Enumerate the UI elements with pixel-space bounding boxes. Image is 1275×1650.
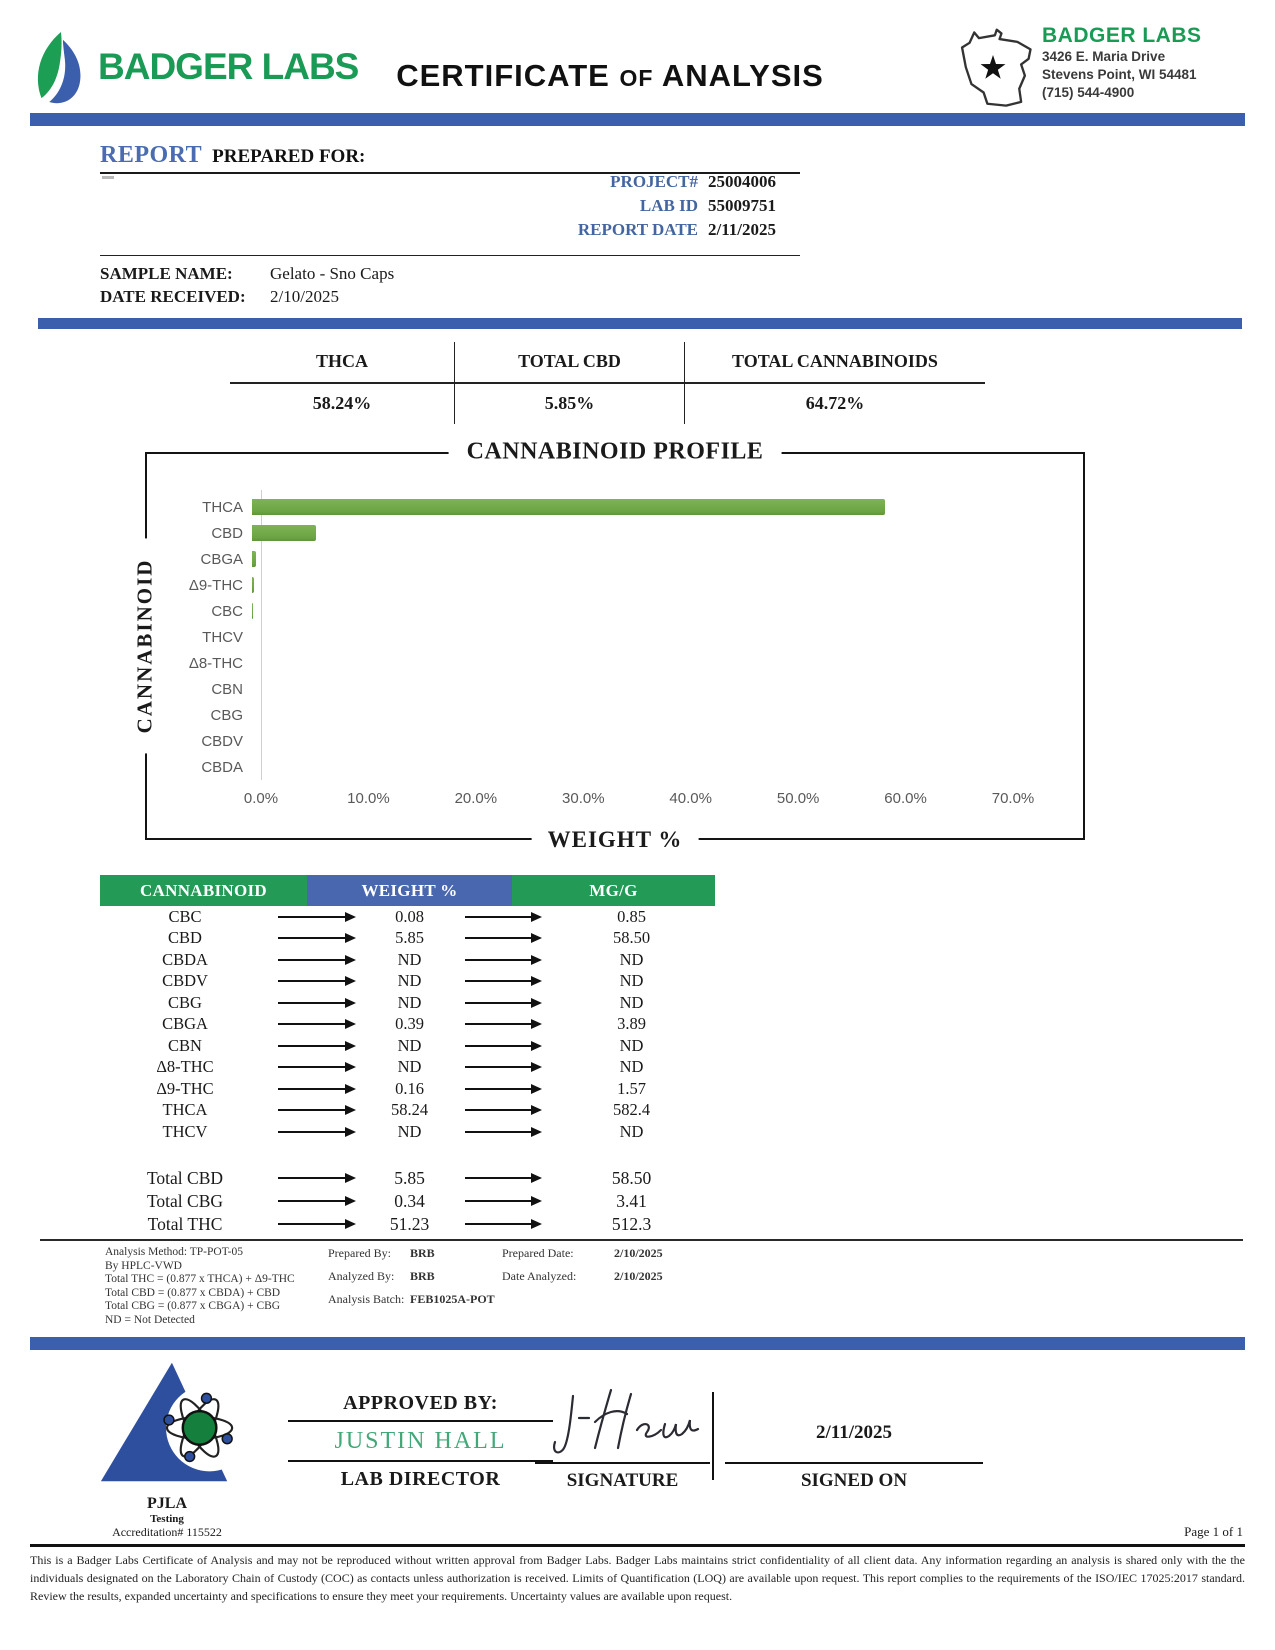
weight-value: ND: [397, 1057, 422, 1077]
arrow-icon: [278, 1023, 354, 1025]
brand-name: BADGER LABS: [98, 46, 359, 87]
mgg-value: 512.3: [611, 1213, 652, 1234]
chart-row: [157, 572, 1073, 598]
report-section: [100, 142, 800, 306]
arrow-icon: [465, 1066, 540, 1068]
arrow-icon: [278, 1177, 354, 1179]
bar-track: [252, 624, 1013, 650]
leaf-logo-icon: [30, 30, 88, 104]
sample-name-row: [100, 262, 394, 285]
table-row: [100, 1014, 715, 1036]
chart-x-ticks: [243, 790, 1035, 812]
cannabinoid-name: CBGA: [162, 1014, 208, 1034]
category-label: CBDA: [201, 758, 243, 776]
arrow-icon: [278, 1223, 354, 1225]
cannabinoid-name: Total THC: [147, 1213, 223, 1234]
mgg-value: 1.57: [617, 1078, 646, 1098]
summary-value: 5.85%: [544, 393, 595, 413]
report-word: REPORT: [100, 142, 203, 168]
bar-cbc: [252, 603, 253, 619]
signed-on-date: 2/11/2025: [815, 1422, 892, 1443]
arrow-icon: [278, 937, 354, 939]
table-row: [100, 1057, 715, 1079]
signed-on-label: SIGNED ON: [800, 1470, 908, 1491]
x-tick: 10.0%: [347, 790, 390, 807]
bar-cbga: [252, 551, 256, 567]
x-tick: 70.0%: [991, 790, 1035, 807]
table-row: [100, 949, 715, 971]
bottom-divider-line: [30, 1544, 1245, 1547]
approver-name: JUSTIN HALL: [288, 1422, 553, 1462]
pjla-sub: Testing: [150, 1513, 184, 1525]
arrow-icon: [278, 1045, 354, 1047]
meta-value: 2/10/2025: [614, 1269, 663, 1283]
mgg-value: 3.41: [616, 1190, 647, 1211]
pjla-accreditation-number: Accreditation# 115522: [112, 1525, 222, 1539]
mgg-value: 0.85: [617, 906, 646, 926]
bar-track: [252, 598, 1013, 624]
chart-row: [157, 494, 1073, 520]
weight-value: 58.24: [390, 1100, 429, 1120]
arrow-icon: [465, 1177, 540, 1179]
arrow-icon: [465, 1023, 540, 1025]
category-label: CBC: [211, 602, 243, 620]
weight-value: 0.08: [395, 906, 424, 926]
cannabinoid-name: CBC: [168, 906, 202, 926]
bar-track: [252, 650, 1013, 676]
chart-x-axis-label: WEIGHT %: [532, 827, 699, 853]
arrow-icon: [278, 1088, 354, 1090]
cannabinoid-name: CBDV: [162, 971, 208, 991]
summary-header: TOTAL CBD: [518, 351, 621, 371]
approver-title: LAB DIRECTOR: [340, 1468, 501, 1490]
date-received-label: DATE RECEIVED:: [100, 287, 246, 306]
arrow-icon: [278, 1002, 354, 1004]
arrow-icon: [278, 1066, 354, 1068]
meta-value: [614, 1292, 699, 1307]
arrow-icon: [278, 916, 354, 918]
table-row: [100, 971, 715, 993]
method-note-line: Total CBG = (0.877 x CBGA) + CBG: [105, 1300, 281, 1312]
bar-track: [252, 728, 1013, 754]
table-row: [100, 1035, 715, 1057]
mgg-value: 3.89: [617, 1014, 646, 1034]
mgg-value: ND: [619, 1121, 644, 1141]
date-received-row: [100, 285, 394, 308]
summary-value: 64.72%: [805, 393, 865, 413]
bar-9thc: [252, 577, 254, 593]
arrow-icon: [465, 1109, 540, 1111]
bar-cbd: [252, 525, 316, 541]
bar-track: [252, 494, 1013, 520]
chart-row: [157, 702, 1073, 728]
cannabinoid-data-table: [100, 875, 715, 1236]
arrow-icon: [465, 1045, 540, 1047]
x-tick: 60.0%: [884, 790, 927, 807]
meta-label: Analysis Batch:: [328, 1292, 405, 1306]
weight-value: ND: [397, 949, 422, 969]
arrow-icon: [465, 1088, 540, 1090]
meta-value: FEB1025A-POT: [410, 1292, 495, 1306]
cannabinoid-name: Total CBG: [146, 1190, 224, 1211]
page-title: CERTIFICATE OF ANALYSIS: [396, 58, 824, 93]
redacted-recipient-mark: [102, 176, 114, 179]
meta-label: Date Analyzed:: [502, 1269, 577, 1283]
divider-bar-bottom: [30, 1337, 1245, 1350]
prepared-for-label: PREPARED FOR:: [212, 146, 366, 167]
field-label: PROJECT#: [610, 172, 698, 191]
weight-value: ND: [397, 1035, 422, 1055]
chart-row: [157, 598, 1073, 624]
signature-label: SIGNATURE: [566, 1470, 679, 1491]
cannabinoid-name: THCA: [162, 1100, 208, 1120]
summary-header: TOTAL CANNABINOIDS: [732, 351, 938, 371]
cannabinoid-name: CBD: [168, 928, 202, 948]
weight-value: 5.85: [395, 928, 424, 948]
chart-row: [157, 624, 1073, 650]
category-label: CBGA: [200, 550, 243, 568]
mgg-value: 582.4: [612, 1100, 651, 1120]
chart-title: CANNABINOID PROFILE: [449, 439, 782, 466]
meta-value: 2/10/2025: [614, 1246, 663, 1260]
column-header-cannabinoid: CANNABINOID: [100, 875, 307, 906]
cannabinoid-name: THCV: [162, 1121, 208, 1141]
bar-track: [252, 754, 1013, 780]
signed-on-line: [725, 1462, 983, 1464]
weight-value: ND: [397, 992, 422, 1012]
meta-label: Prepared By:: [328, 1246, 391, 1260]
report-divider-line: [100, 255, 800, 256]
sample-name-label: SAMPLE NAME:: [100, 264, 233, 283]
pjla-logo-icon: [93, 1356, 241, 1488]
analysis-method-notes: [105, 1246, 295, 1327]
category-label: Δ9-THC: [188, 576, 243, 594]
approved-by-label: APPROVED BY:: [288, 1392, 553, 1422]
report-fields: [578, 172, 800, 240]
signature-icon: [545, 1382, 735, 1462]
mgg-value: ND: [619, 1035, 644, 1055]
method-note-line: Total THC = (0.877 x THCA) + Δ9-THC: [105, 1273, 295, 1285]
bar-thca: [252, 499, 885, 515]
table-row: [100, 992, 715, 1014]
mgg-value: ND: [619, 992, 644, 1012]
sample-name-value: Gelato - Sno Caps: [270, 264, 395, 283]
field-value: 2/11/2025: [708, 220, 777, 239]
chart-row: [157, 520, 1073, 546]
category-label: Δ8-THC: [188, 654, 243, 672]
meta-value: BRB: [410, 1269, 435, 1283]
address-phone: (715) 544-4900: [1042, 85, 1135, 101]
weight-value: 5.85: [394, 1167, 425, 1188]
chart-rows: [157, 494, 1073, 780]
method-note-line: Analysis Method: TP-POT-05: [105, 1246, 244, 1258]
weight-value: 0.39: [395, 1014, 424, 1034]
meta-value: BRB: [410, 1246, 435, 1260]
mgg-value: 58.50: [612, 928, 651, 948]
field-value: 55009751: [708, 196, 776, 215]
summary-table: [230, 342, 985, 424]
arrow-icon: [278, 1131, 354, 1133]
wisconsin-map-icon: [948, 24, 1038, 116]
category-label: CBD: [211, 524, 243, 542]
arrow-icon: [278, 959, 354, 961]
weight-value: 0.34: [394, 1190, 425, 1211]
footer-vertical-divider: [712, 1392, 714, 1480]
arrow-icon: [465, 1002, 540, 1004]
bar-track: [252, 572, 1013, 598]
category-label: CBDV: [201, 732, 243, 750]
cannabinoid-name: Δ9-THC: [156, 1078, 214, 1098]
prepared-analyzed-block: [328, 1246, 699, 1307]
category-label: THCA: [202, 498, 243, 516]
table-row: [100, 1078, 715, 1100]
x-tick: 40.0%: [669, 790, 712, 807]
mgg-value: ND: [619, 949, 644, 969]
x-tick: 0.0%: [243, 790, 279, 807]
weight-value: 0.16: [395, 1078, 424, 1098]
approval-block: [288, 1392, 553, 1491]
arrow-icon: [465, 959, 540, 961]
table-row: [100, 928, 715, 950]
chart-y-axis-label: CANNABINOID: [131, 539, 160, 754]
arrow-icon: [465, 980, 540, 982]
divider-bar-mid: [38, 318, 1242, 329]
methods-divider-line: [40, 1239, 1243, 1241]
column-header-weight: WEIGHT %: [307, 875, 512, 906]
table-row: [100, 1121, 715, 1143]
cannabinoid-name: CBDA: [162, 949, 208, 969]
field-label: LAB ID: [639, 196, 698, 215]
page-number: Page 1 of 1: [1184, 1524, 1243, 1539]
table-body: [100, 906, 715, 1236]
table-header-row: [100, 875, 715, 906]
bar-track: [252, 546, 1013, 572]
address-brand: BADGER LABS: [1042, 24, 1202, 47]
meta-label: Analyzed By:: [328, 1269, 395, 1283]
arrow-icon: [465, 1223, 540, 1225]
meta-label: [502, 1292, 614, 1307]
table-row: [100, 906, 715, 928]
meta-label: Prepared Date:: [502, 1246, 574, 1260]
method-note-line: ND = Not Detected: [105, 1313, 195, 1326]
weight-value: ND: [397, 971, 422, 991]
lab-address-block: [948, 24, 1202, 116]
x-tick: 30.0%: [562, 790, 605, 807]
signature-line: [535, 1462, 710, 1464]
category-label: THCV: [202, 628, 243, 646]
chart-row: [157, 650, 1073, 676]
weight-value: 51.23: [389, 1213, 430, 1234]
category-label: CBN: [211, 680, 243, 698]
category-label: CBG: [210, 706, 243, 724]
address-line2: Stevens Point, WI 54481: [1042, 67, 1197, 83]
chart-row: [157, 754, 1073, 780]
summary-header: THCA: [315, 351, 368, 371]
table-total-row: [100, 1167, 715, 1190]
disclaimer-text: This is a Badger Labs Certificate of Analysis and may not be reproduced without written approval from Badger Labs. Badger Labs maintains strict confidentiality of all client data. Any information regarding an analysis is shared only with the the individuals designated on the Laboratory Chain of Custody (COC) as contacts unless authorization is received. Limits of Quantification (LOQ) are available upon request. This report complies to the requirements of the ISO/IEC 17025:2017 standard. Review the results, expanded uncertainty and specifications to ensure they meet your requirements. Uncertainty values are available upon request.: [30, 1553, 1245, 1603]
mgg-value: ND: [619, 971, 644, 991]
arrow-icon: [465, 937, 540, 939]
arrow-icon: [278, 980, 354, 982]
arrow-icon: [278, 1200, 354, 1202]
arrow-icon: [465, 916, 540, 918]
summary-value: 58.24%: [312, 393, 372, 413]
arrow-icon: [465, 1131, 540, 1133]
method-note-line: By HPLC-VWD: [105, 1259, 182, 1272]
table-total-row: [100, 1213, 715, 1236]
field-value: 25004006: [708, 172, 776, 191]
x-tick: 50.0%: [776, 790, 820, 807]
x-tick: 20.0%: [454, 790, 498, 807]
date-received-value: 2/10/2025: [270, 287, 339, 306]
arrow-icon: [465, 1200, 540, 1202]
cannabinoid-name: Total CBD: [146, 1167, 224, 1188]
cannabinoid-profile-chart: [132, 438, 1085, 852]
address-line1: 3426 E. Maria Drive: [1042, 49, 1166, 64]
cannabinoid-name: CBG: [168, 992, 202, 1012]
mgg-value: 58.50: [611, 1167, 652, 1188]
pjla-accreditation: [92, 1356, 242, 1540]
chart-row: [157, 546, 1073, 572]
bar-track: [252, 676, 1013, 702]
weight-value: ND: [397, 1121, 422, 1141]
column-header-mgg: MG/G: [512, 875, 715, 906]
chart-row: [157, 676, 1073, 702]
method-note-line: Total CBD = (0.877 x CBDA) + CBD: [105, 1286, 281, 1299]
badger-labs-logo: [30, 30, 358, 104]
field-label: REPORT DATE: [577, 220, 698, 239]
divider-bar-top: [30, 113, 1245, 126]
report-heading: [100, 142, 800, 174]
bar-track: [252, 702, 1013, 728]
bar-track: [252, 520, 1013, 546]
cannabinoid-name: Δ8-THC: [156, 1057, 214, 1077]
cannabinoid-name: CBN: [168, 1035, 202, 1055]
pjla-org: PJLA: [147, 1495, 187, 1512]
arrow-icon: [278, 1109, 354, 1111]
mgg-value: ND: [619, 1057, 644, 1077]
chart-row: [157, 728, 1073, 754]
table-row: [100, 1100, 715, 1122]
table-total-row: [100, 1190, 715, 1213]
